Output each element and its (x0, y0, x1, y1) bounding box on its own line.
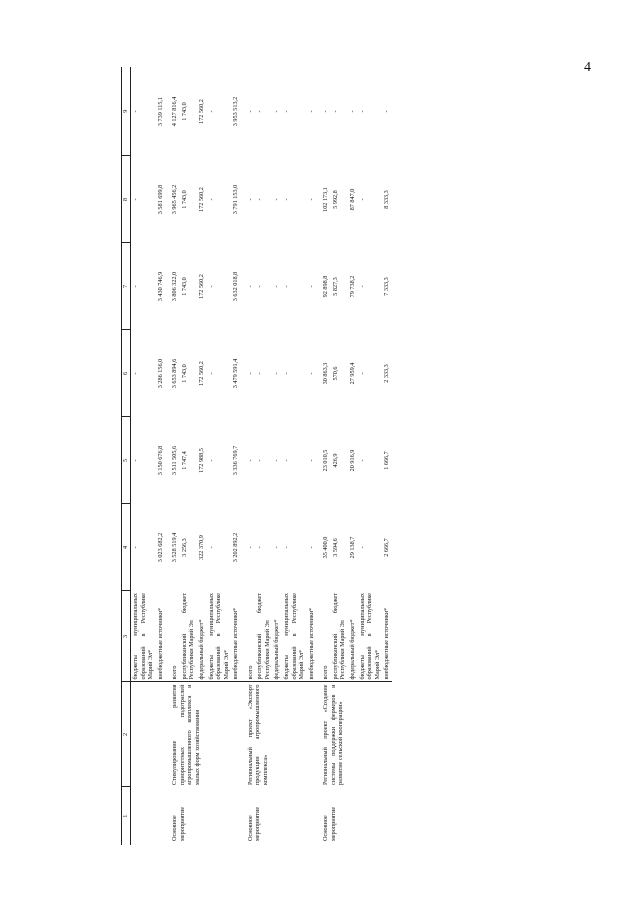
value-cell: - (383, 110, 391, 113)
value-cell: - (246, 546, 254, 549)
value-cell: 5 827,3 (331, 277, 339, 296)
table-row (241, 67, 256, 845)
event-type-cell: Основное мероприятие (322, 806, 337, 841)
table-row (165, 67, 180, 845)
value-cell: - (307, 372, 315, 375)
value-cell: 172 560,2 (197, 187, 205, 212)
column-header: 4 (122, 504, 131, 591)
funding-source-cell: внебюджетные источники* (156, 591, 166, 682)
value-cell: 3 479 591,4 (232, 358, 240, 389)
column-header: 5 (122, 417, 131, 504)
funding-source-cell: всего (165, 591, 180, 682)
value-cell: 7 333,3 (383, 277, 391, 296)
funding-source-cell: внебюджетные источники* (231, 591, 241, 682)
value-cell: - (307, 110, 315, 113)
value-cell: 35 400,0 (322, 536, 330, 559)
value-cell: 1 743,0 (180, 364, 188, 383)
value-cell: - (207, 546, 215, 549)
value-cell: - (256, 110, 264, 113)
value-cell: 3 150 676,8 (156, 445, 164, 476)
value-cell: - (207, 110, 215, 113)
event-type-cell: Основное мероприятие (246, 806, 262, 841)
value-cell: - (246, 110, 254, 113)
value-cell: 3 953 513,2 (232, 96, 240, 127)
event-name-cell (131, 682, 166, 787)
value-cell: - (307, 285, 315, 288)
value-cell: - (256, 459, 264, 462)
value-cell: - (273, 459, 281, 462)
column-header: 7 (122, 243, 131, 330)
funding-source-cell: бюджеты муниципальных образований в Республике Марий Эл* (282, 591, 307, 682)
value-cell: 2 666,7 (383, 538, 391, 557)
value-cell: - (331, 110, 339, 113)
value-cell: 426,9 (331, 453, 339, 468)
value-cell: 27 959,4 (348, 362, 356, 385)
event-name-cell: Региональный проект «Экспорт продукции агропромышленного комплекса» (246, 684, 269, 785)
value-cell: 102 173,1 (322, 187, 330, 212)
value-cell: - (307, 459, 315, 462)
value-cell: - (358, 110, 366, 113)
funding-source-cell: всего (241, 591, 256, 682)
funding-source-cell: федеральный бюджет* (272, 591, 282, 682)
value-cell: - (358, 459, 366, 462)
rotated-table-container (121, 67, 605, 845)
value-cell: 1 747,4 (180, 451, 188, 470)
page-number: 4 (584, 60, 591, 75)
value-cell: - (132, 372, 139, 375)
value-cell: 4 127 816,4 (171, 96, 179, 127)
table-body (131, 67, 392, 845)
value-cell: 92 898,8 (322, 275, 330, 298)
value-cell: - (307, 546, 315, 549)
event-name-cell: Региональный проект «Создание системы поддержки фермеров и развитие сельской кооперации» (322, 684, 345, 785)
value-cell: 3 511 505,6 (171, 445, 179, 476)
funding-source-cell: республиканский бюджет Республики Марий Эл (255, 591, 272, 682)
value-cell: - (358, 546, 366, 549)
value-cell: - (273, 546, 281, 549)
value-cell: - (132, 459, 139, 462)
value-cell: - (207, 459, 215, 462)
value-cell: 1 666,7 (383, 451, 391, 470)
value-cell: 3 791 153,0 (232, 184, 240, 215)
funding-source-cell: республиканский бюджет Республики Марий Эл (331, 591, 348, 682)
value-cell: - (358, 285, 366, 288)
value-cell: - (273, 285, 281, 288)
value-cell: 1 743,0 (180, 102, 188, 121)
value-cell: 20 916,9 (348, 449, 356, 472)
value-cell: - (283, 198, 290, 201)
value-cell: 172 560,2 (197, 361, 205, 386)
value-cell: 2 333,3 (383, 364, 391, 383)
value-cell: - (207, 372, 215, 375)
value-cell: - (256, 372, 264, 375)
event-type-cell (131, 787, 166, 845)
value-cell: - (132, 285, 139, 288)
value-cell: - (132, 198, 139, 201)
value-cell: - (256, 546, 264, 549)
funding-source-cell: федеральный бюджет* (197, 591, 207, 682)
value-cell: - (256, 285, 264, 288)
value-cell: 3 806 322,0 (171, 271, 179, 302)
value-cell: - (273, 110, 281, 113)
column-number-header (122, 67, 131, 845)
funding-source-cell: всего (316, 591, 331, 682)
value-cell: 3 965 456,2 (171, 184, 179, 215)
value-cell: 3 336 769,7 (232, 445, 240, 476)
value-cell: - (246, 198, 254, 201)
value-cell: - (358, 198, 366, 201)
value-cell: - (132, 110, 139, 113)
value-cell: 87 847,0 (348, 188, 356, 211)
event-name-cell: Стимулирование развития приоритетных подотраслей агропромышленного комплекса и малых форм хозяйствования (171, 684, 201, 785)
table-row (316, 67, 331, 845)
value-cell: - (246, 459, 254, 462)
value-cell: 172 988,5 (197, 448, 205, 473)
value-cell: 3 430 746,9 (156, 271, 164, 302)
value-cell: - (283, 110, 290, 113)
value-cell: - (283, 546, 290, 549)
value-cell: - (307, 198, 315, 201)
value-cell: 1 743,0 (180, 190, 188, 209)
value-cell: 3 653 894,6 (171, 358, 179, 389)
funding-source-cell: федеральный бюджет* (348, 591, 358, 682)
value-cell: 5 992,8 (331, 190, 339, 209)
value-cell: - (358, 372, 366, 375)
value-cell: 23 010,5 (322, 449, 330, 472)
value-cell: - (132, 546, 139, 549)
value-cell: 172 560,2 (197, 99, 205, 124)
value-cell: 570,6 (331, 366, 339, 381)
value-cell: - (207, 285, 215, 288)
value-cell: 1 743,0 (180, 277, 188, 296)
funding-source-cell: бюджеты муниципальных образований в Республике Марий Эл* (358, 591, 383, 682)
column-header: 8 (122, 156, 131, 243)
funding-source-cell: бюджеты муниципальных образований в Республике Марий Эл* (131, 591, 156, 682)
value-cell: 3 581 699,8 (156, 184, 164, 215)
value-cell: 3 256,3 (180, 538, 188, 557)
value-cell: - (283, 372, 290, 375)
funding-source-cell: республиканский бюджет Республики Марий Эл (180, 591, 197, 682)
value-cell: - (256, 198, 264, 201)
funding-source-cell: внебюджетные источники* (382, 591, 392, 682)
value-cell: 29 138,7 (348, 536, 356, 559)
value-cell: 3 632 018,8 (232, 271, 240, 302)
column-header: 2 (122, 682, 131, 787)
funding-source-cell: бюджеты муниципальных образований в Республике Марий Эл* (207, 591, 232, 682)
value-cell: - (273, 372, 281, 375)
funding-source-cell: внебюджетные источники* (307, 591, 317, 682)
value-cell: - (283, 459, 290, 462)
value-cell: 3 739 115,1 (156, 96, 164, 127)
column-header: 6 (122, 330, 131, 417)
value-cell: - (246, 372, 254, 375)
column-header: 1 (122, 787, 131, 845)
value-cell: - (348, 110, 356, 113)
event-type-cell: Основное мероприятие (171, 806, 186, 841)
value-cell: 3 286 156,0 (156, 358, 164, 389)
funding-table (121, 67, 392, 845)
table-row (131, 67, 156, 845)
value-cell: - (246, 285, 254, 288)
value-cell: 30 863,3 (322, 362, 330, 385)
value-cell: 3 528 519,4 (171, 532, 179, 563)
value-cell: 3 202 892,2 (232, 532, 240, 563)
value-cell: - (207, 198, 215, 201)
value-cell: 79 738,2 (348, 275, 356, 298)
value-cell: 3 594,6 (331, 538, 339, 557)
column-header: 9 (122, 67, 131, 156)
value-cell: 172 560,2 (197, 274, 205, 299)
value-cell: - (322, 110, 330, 113)
column-header: 3 (122, 591, 131, 682)
value-cell: 3 023 682,2 (156, 532, 164, 563)
value-cell: 8 333,3 (383, 190, 391, 209)
value-cell: - (273, 198, 281, 201)
value-cell: 322 370,9 (197, 535, 205, 560)
value-cell: - (283, 285, 290, 288)
